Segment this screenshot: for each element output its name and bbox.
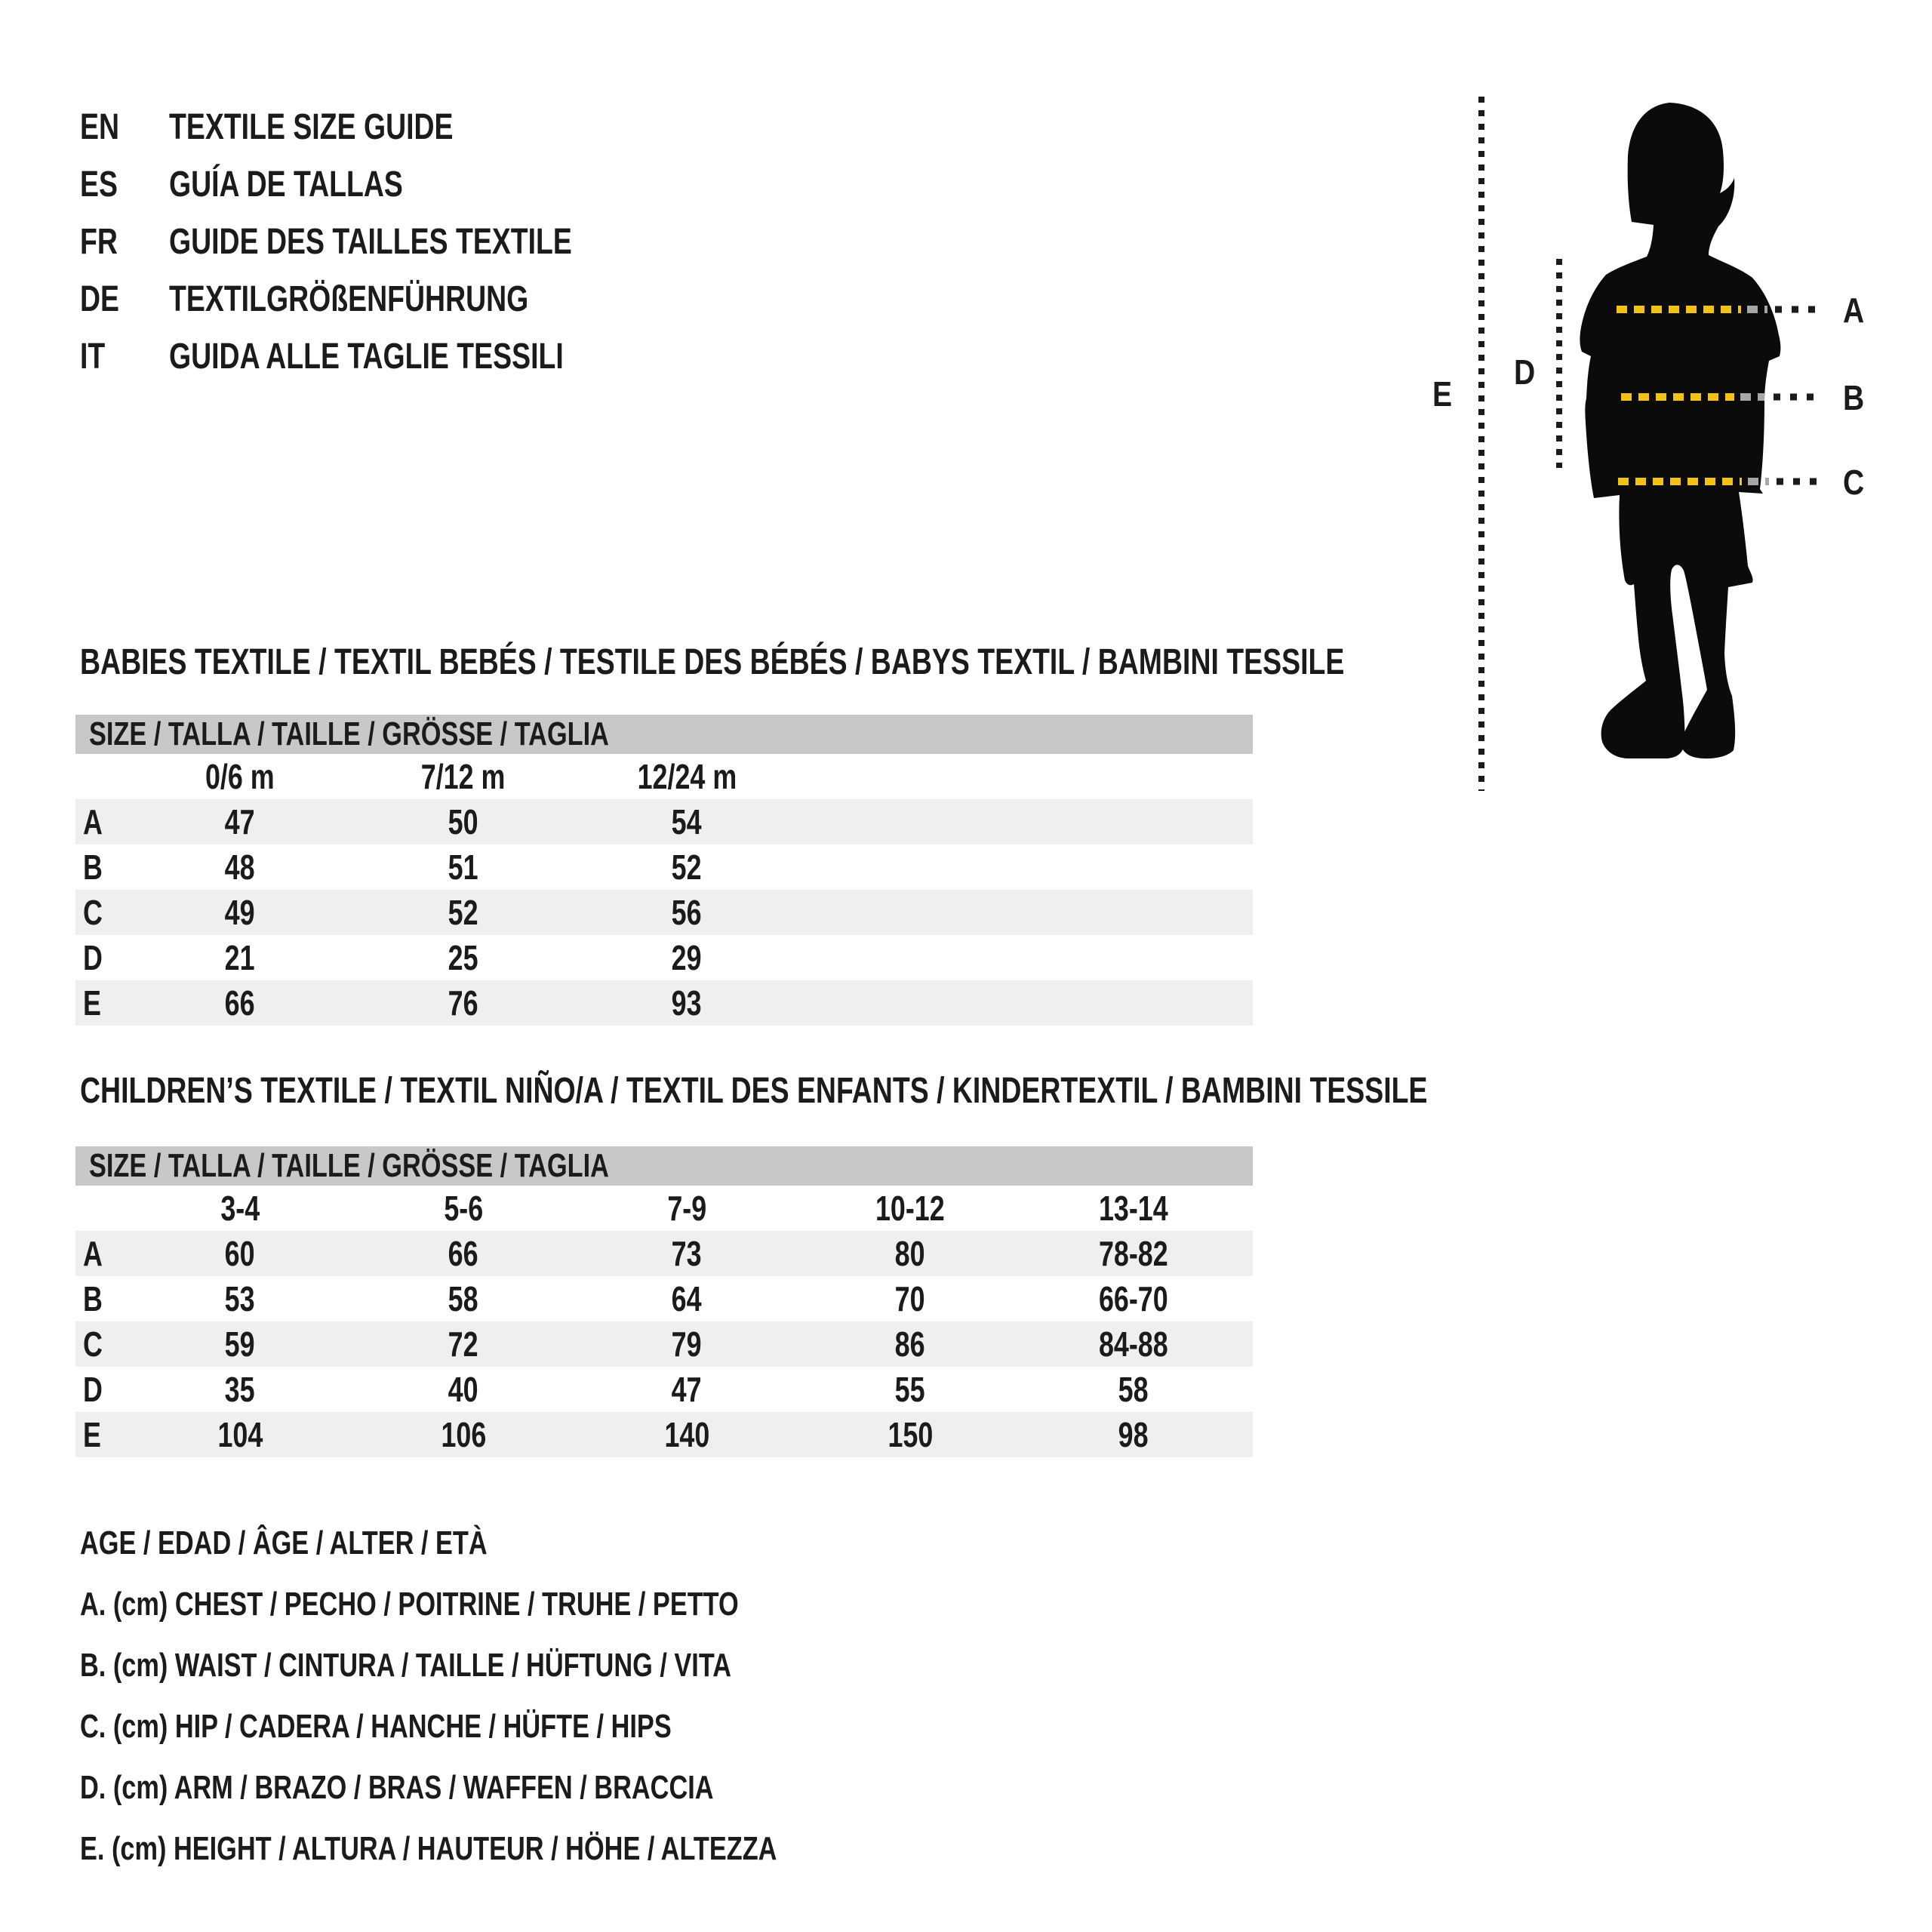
figure-label-C: C [1843, 463, 1865, 503]
children-row-A [75, 1231, 1253, 1276]
lang-code: IT [80, 336, 106, 377]
lang-code: DE [80, 278, 120, 319]
column-header: 7-9 [667, 1189, 706, 1228]
cell: 73 [672, 1234, 702, 1273]
lang-code: ES [80, 164, 118, 205]
cell: 25 [448, 938, 478, 977]
row-label: E [83, 983, 101, 1023]
legend-arm: D. (cm) ARM / BRAZO / BRAS / WAFFEN / BRACCIA [80, 1768, 714, 1806]
lang-row-it [80, 328, 686, 385]
babies-row-A [75, 799, 1253, 844]
cell: 40 [448, 1370, 478, 1409]
cell: 52 [672, 848, 702, 887]
legend-waist: B. (cm) WAIST / CINTURA / TAILLE / HÜFTUNG / VITA [80, 1646, 732, 1684]
column-header: 0/6 m [205, 757, 275, 796]
children-row-D [75, 1367, 1253, 1412]
row-label: C [83, 1324, 103, 1364]
figure-label-B: B [1843, 379, 1865, 418]
column-header: 5-6 [444, 1189, 483, 1228]
cell: 52 [448, 893, 478, 932]
figure-label-E: E [1432, 375, 1453, 414]
cell: 50 [448, 802, 478, 841]
cell: 47 [225, 802, 255, 841]
lang-row-en [80, 98, 686, 155]
cell: 60 [225, 1234, 255, 1273]
babies-row-D [75, 935, 1253, 980]
children-row-B [75, 1276, 1253, 1321]
measurement-legend [80, 1512, 974, 1879]
legend-age: AGE / EDAD / ÂGE / ALTER / ETÀ [80, 1524, 488, 1561]
lang-row-de [80, 270, 686, 328]
cell: 47 [672, 1370, 702, 1409]
column-header: 12/24 m [637, 757, 737, 796]
child-measurement-figure [1404, 75, 1932, 830]
language-title-block [80, 98, 686, 385]
cell: 66-70 [1099, 1279, 1168, 1318]
lang-code: EN [80, 106, 120, 147]
guide-title-it: GUIDA ALLE TAGLIE TESSILI [169, 336, 564, 377]
children-size-header-bar: SIZE / TALLA / TAILLE / GRÖSSE / TAGLIA [75, 1146, 1253, 1186]
row-label: E [83, 1415, 101, 1454]
lang-row-fr [80, 213, 686, 270]
cell: 53 [225, 1279, 255, 1318]
column-header: 7/12 m [421, 757, 506, 796]
row-label: B [83, 1279, 103, 1318]
cell: 59 [225, 1324, 255, 1364]
cell: 66 [225, 983, 255, 1023]
cell: 66 [448, 1234, 478, 1273]
cell: 54 [672, 802, 702, 841]
cell: 104 [217, 1415, 263, 1454]
cell: 79 [672, 1324, 702, 1364]
babies-size-table [75, 715, 1253, 1026]
row-label: D [83, 938, 103, 977]
guide-title-fr: GUIDE DES TAILLES TEXTILE [169, 221, 572, 262]
cell: 106 [441, 1415, 486, 1454]
legend-chest: A. (cm) CHEST / PECHO / POITRINE / TRUHE / PETTO [80, 1585, 739, 1623]
cell: 55 [895, 1370, 925, 1409]
cell: 48 [225, 848, 255, 887]
cell: 93 [672, 983, 702, 1023]
cell: 84-88 [1099, 1324, 1168, 1364]
lang-code: FR [80, 221, 118, 262]
cell: 56 [672, 893, 702, 932]
cell: 51 [448, 848, 478, 887]
row-label: C [83, 893, 103, 932]
cell: 78-82 [1099, 1234, 1168, 1273]
row-label: A [83, 1234, 103, 1273]
cell: 49 [225, 893, 255, 932]
guide-title-en: TEXTILE SIZE GUIDE [169, 106, 454, 147]
cell: 70 [895, 1279, 925, 1318]
row-label: B [83, 848, 103, 887]
cell: 35 [225, 1370, 255, 1409]
row-label: A [83, 802, 103, 841]
cell: 29 [672, 938, 702, 977]
cell: 64 [672, 1279, 702, 1318]
cell: 80 [895, 1234, 925, 1273]
legend-hip: C. (cm) HIP / CADERA / HANCHE / HÜFTE / HIPS [80, 1707, 672, 1745]
column-header: 10-12 [875, 1189, 945, 1228]
children-section-title: CHILDREN’S TEXTILE / TEXTIL NIÑO/A / TEXTIL DES ENFANTS / KINDERTEXTIL / BAMBINI TESSILE [80, 1070, 1428, 1111]
cell: 72 [448, 1324, 478, 1364]
guide-title-es: GUÍA DE TALLAS [169, 164, 403, 205]
cell: 76 [448, 983, 478, 1023]
legend-height: E. (cm) HEIGHT / ALTURA / HAUTEUR / HÖHE / ALTEZZA [80, 1829, 777, 1867]
figure-label-A: A [1843, 291, 1865, 331]
babies-section-title: BABIES TEXTILE / TEXTIL BEBÉS / TESTILE DES BÉBÉS / BABYS TEXTIL / BAMBINI TESSILE [80, 641, 1345, 682]
lang-row-es [80, 155, 686, 213]
children-row-C [75, 1321, 1253, 1367]
guide-title-de: TEXTILGRÖßENFÜHRUNG [169, 278, 529, 319]
row-label: D [83, 1370, 103, 1409]
children-row-E [75, 1412, 1253, 1457]
children-column-header-row [75, 1186, 1253, 1231]
cell: 21 [225, 938, 255, 977]
babies-row-E [75, 980, 1253, 1026]
children-size-table [75, 1146, 1253, 1457]
babies-row-B [75, 844, 1253, 890]
babies-row-C [75, 890, 1253, 935]
column-header: 3-4 [220, 1189, 260, 1228]
figure-label-D: D [1514, 353, 1536, 392]
cell: 98 [1118, 1415, 1149, 1454]
cell: 140 [664, 1415, 709, 1454]
column-header: 13-14 [1099, 1189, 1168, 1228]
cell: 58 [448, 1279, 478, 1318]
babies-column-header-row [75, 754, 1253, 799]
cell: 86 [895, 1324, 925, 1364]
babies-size-header-bar: SIZE / TALLA / TAILLE / GRÖSSE / TAGLIA [75, 715, 1253, 754]
cell: 150 [888, 1415, 933, 1454]
cell: 58 [1118, 1370, 1149, 1409]
